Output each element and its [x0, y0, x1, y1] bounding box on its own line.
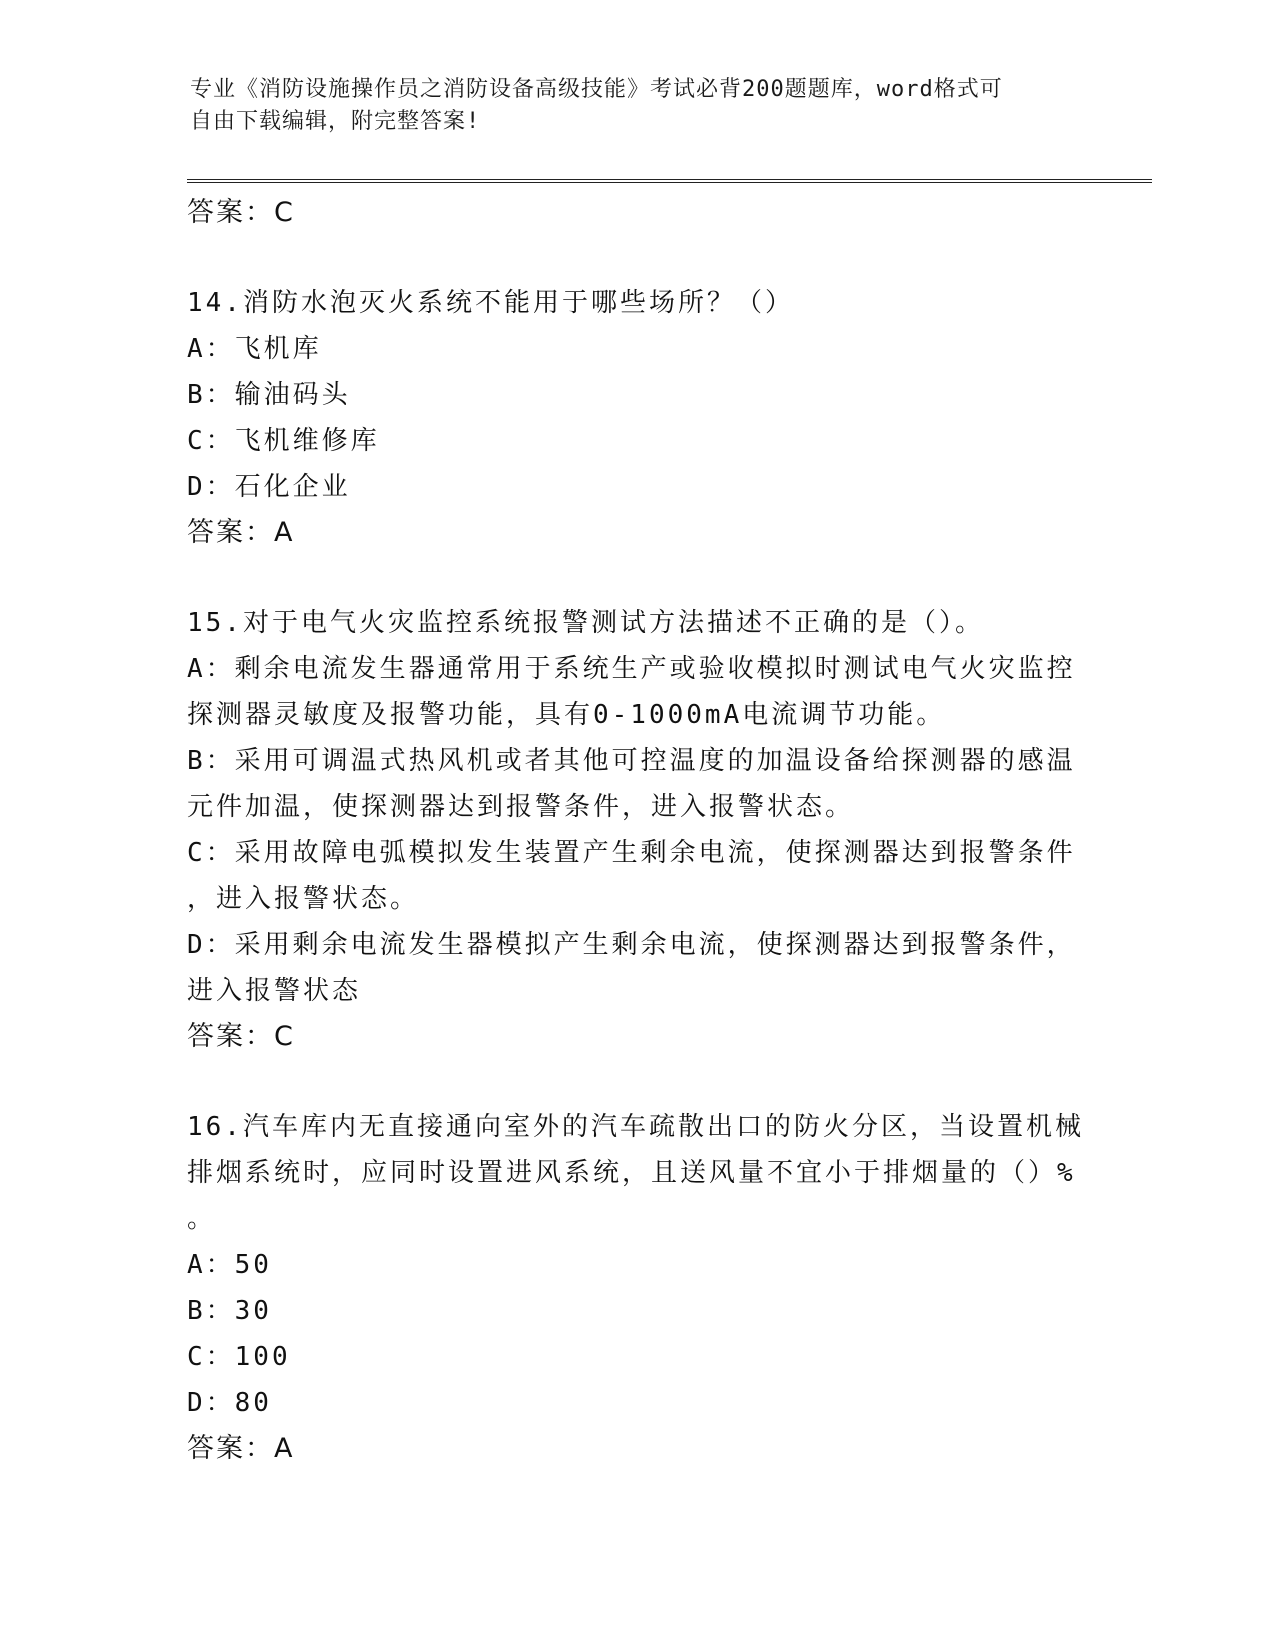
header-line-1: 专业《消防设施操作员之消防设备高级技能》考试必背200题题库，word格式可 — [190, 77, 1003, 102]
spacer — [187, 236, 1087, 280]
option-b: B：30 — [187, 1296, 272, 1326]
question-stem: 15.对于电气火灾监控系统报警测试方法描述不正确的是（）。 — [187, 608, 984, 638]
option-c-line-2: ，进入报警状态。 — [187, 884, 420, 914]
option-b: B：输油码头 — [187, 380, 351, 410]
option-a-line-1: A：剩余电流发生器通常用于系统生产或验收模拟时测试电气火灾监控 — [187, 654, 1076, 684]
question-content — [187, 190, 1087, 1472]
page-header — [190, 74, 1090, 138]
answer: 答案：C — [187, 1021, 295, 1052]
option-b-line-1: B：采用可调温式热风机或者其他可控温度的加温设备给探测器的感温 — [187, 746, 1076, 776]
header-line-2: 自由下载编辑，附完整答案! — [190, 109, 481, 134]
question-16 — [187, 1104, 1087, 1472]
answer: 答案：A — [187, 1433, 295, 1464]
option-a: A：50 — [187, 1250, 272, 1280]
option-d: D：80 — [187, 1388, 272, 1418]
prev-answer: 答案：C — [187, 197, 295, 228]
question-14 — [187, 280, 1087, 556]
spacer — [187, 556, 1087, 600]
question-stem: 14.消防水泡灭火系统不能用于哪些场所？（） — [187, 288, 794, 318]
question-stem-line-3: 。 — [187, 1204, 217, 1234]
option-b-line-2: 元件加温，使探测器达到报警条件，进入报警状态。 — [187, 792, 855, 822]
option-a: A：飞机库 — [187, 334, 322, 364]
option-d: D：石化企业 — [187, 472, 351, 502]
option-d-line-1: D：采用剩余电流发生器模拟产生剩余电流，使探测器达到报警条件， — [187, 930, 1076, 960]
header-divider — [187, 179, 1152, 183]
question-15 — [187, 600, 1087, 1060]
option-c: C：100 — [187, 1342, 291, 1372]
spacer — [187, 1060, 1087, 1104]
option-d-line-2: 进入报警状态 — [187, 976, 362, 1006]
question-stem-line-2: 排烟系统时，应同时设置进风系统，且送风量不宜小于排烟量的（）% — [187, 1158, 1076, 1188]
option-c: C：飞机维修库 — [187, 426, 380, 456]
option-a-line-2: 探测器灵敏度及报警功能，具有0-1000mA电流调节功能。 — [187, 700, 946, 730]
question-stem-line-1: 16.汽车库内无直接通向室外的汽车疏散出口的防火分区，当设置机械 — [187, 1112, 1084, 1142]
answer: 答案：A — [187, 517, 295, 548]
option-c-line-1: C：采用故障电弧模拟发生装置产生剩余电流，使探测器达到报警条件 — [187, 838, 1076, 868]
